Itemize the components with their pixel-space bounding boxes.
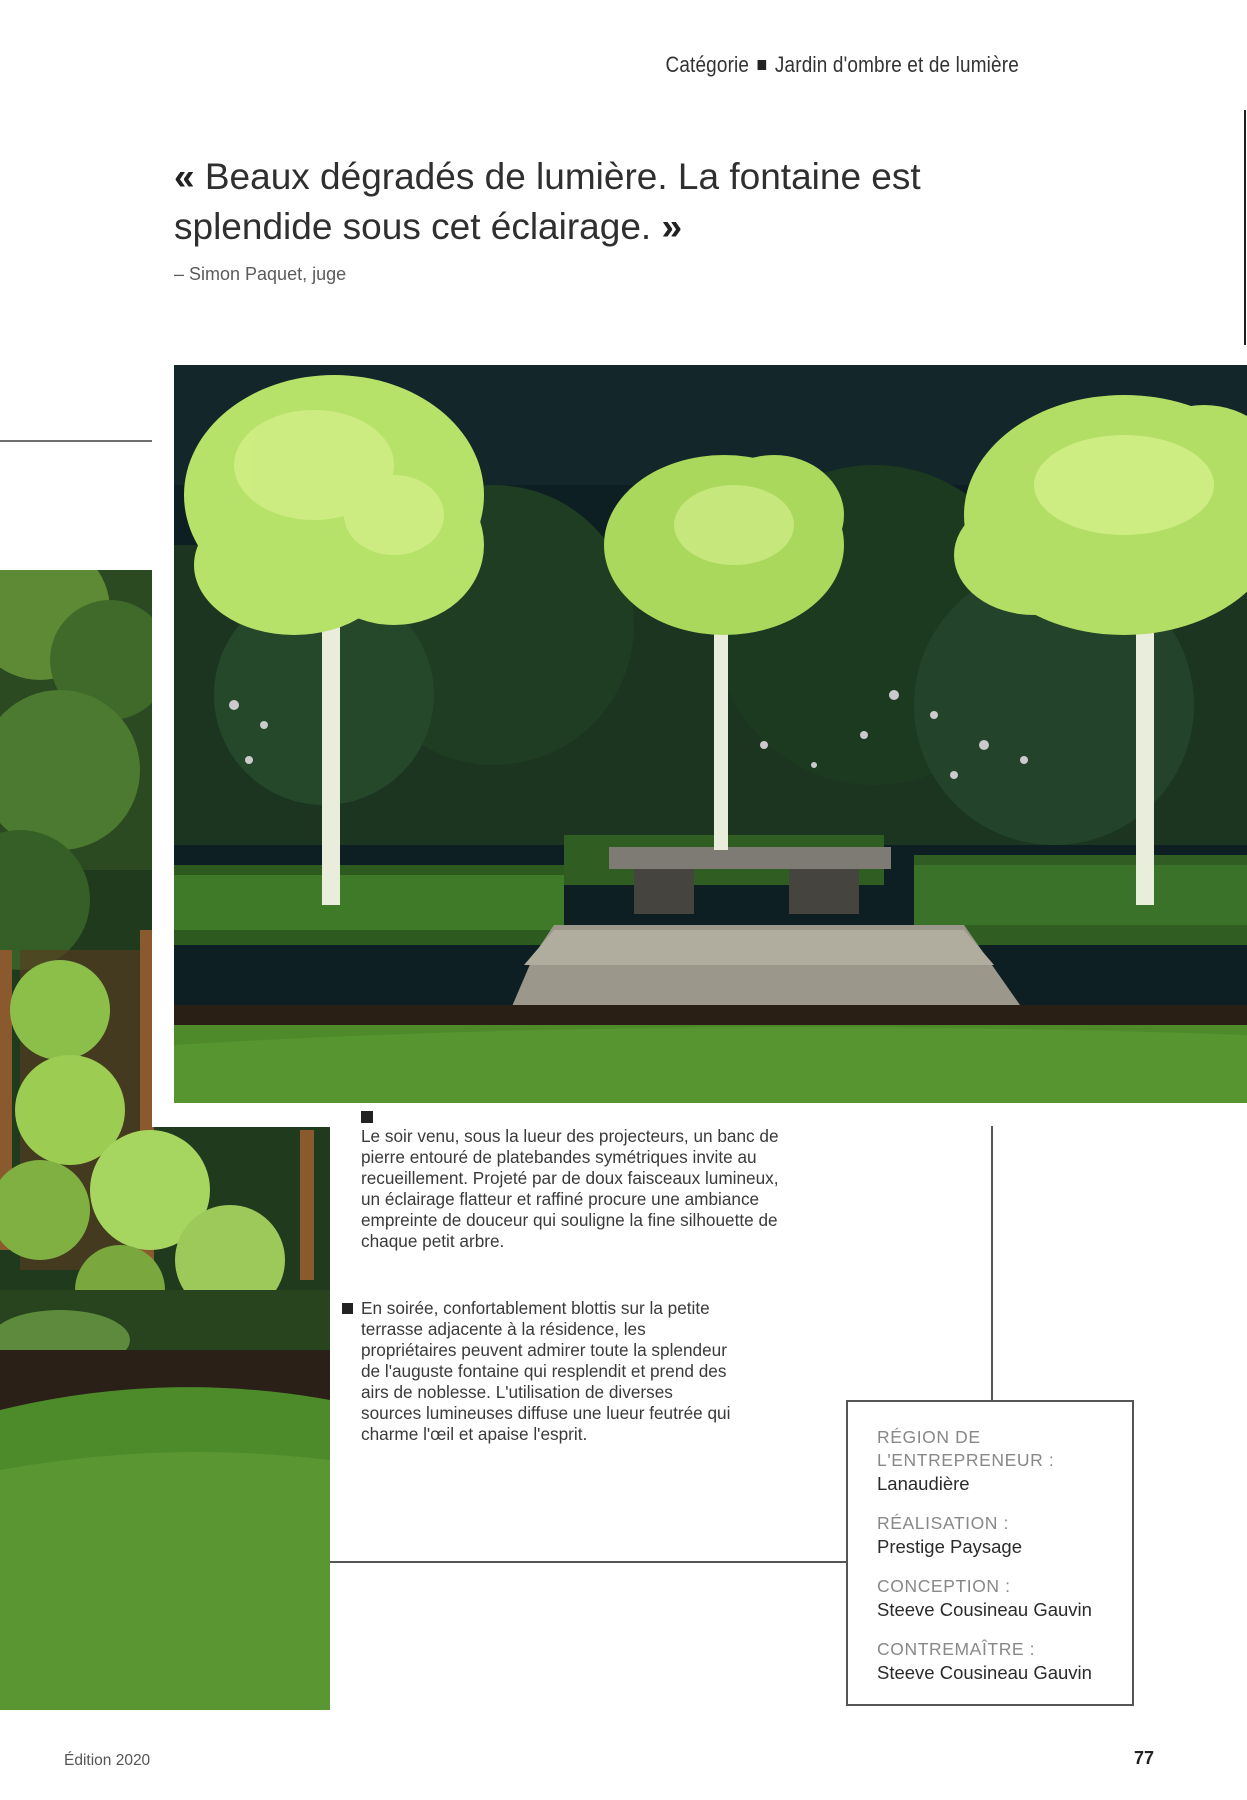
credit-label: CONCEPTION : [877, 1576, 1011, 1596]
main-garden-photo [174, 365, 1247, 1103]
category-label: Catégorie [665, 52, 750, 77]
credit-label: RÉGION DE L'ENTREPRENEUR : [877, 1427, 1055, 1470]
quote-open-mark: « [174, 156, 195, 197]
credit-item [877, 1512, 1132, 1559]
credit-value: Steeve Cousineau Gauvin [877, 1662, 1092, 1683]
credit-label: CONTREMAÎTRE : [877, 1639, 1036, 1659]
left-rule [0, 440, 152, 442]
credit-value: Lanaudière [877, 1473, 970, 1494]
credit-item [877, 1575, 1132, 1622]
square-bullet-icon [361, 1111, 373, 1123]
credits-box [846, 1400, 1134, 1706]
credit-value: Prestige Paysage [877, 1536, 1023, 1557]
credit-item [877, 1426, 1132, 1496]
square-bullet-icon [342, 1303, 353, 1314]
quote-close-mark: » [661, 206, 683, 247]
square-bullet-icon [758, 60, 767, 70]
connector-line-vertical [991, 1126, 993, 1401]
page-number: 77 [1134, 1748, 1155, 1768]
quote-attribution: – Simon Paquet, juge [174, 264, 347, 284]
category-value: Jardin d'ombre et de lumière [775, 52, 1019, 77]
category-header [666, 52, 1019, 78]
pull-quote [174, 152, 934, 252]
credit-label: RÉALISATION : [877, 1513, 1009, 1533]
quote-text: Beaux dégradés de lumière. La fontaine est splendide sous cet éclairage. [174, 156, 921, 247]
frame-line [1244, 110, 1246, 345]
connector-line-horizontal [330, 1561, 847, 1563]
body-paragraph-1: Le soir venu, sous la lueur des projecteurs, un banc de pierre entouré de platebandes symétriques invite au recueillement. Projeté par de doux faisceaux lumineux, un éclairage flatteur et raffiné procure une ambiance empreinte de douceur qui souligne la fine silhouette de chaque petit arbre. [361, 1126, 779, 1251]
credit-value: Steeve Cousineau Gauvin [877, 1599, 1092, 1620]
footer-edition: Édition 2020 [64, 1752, 151, 1769]
credit-item [877, 1638, 1132, 1685]
body-paragraph-2: En soirée, confortablement blottis sur la petite terrasse adjacente à la résidence, les propriétaires peuvent admirer toute la splendeur de l'auguste fontaine qui resplendit et prend des airs de noblesse. L'utilisation de diverses sources lumineuses diffuse une lueur feutrée qui charme l'œil et apaise l'esprit. [361, 1298, 731, 1444]
